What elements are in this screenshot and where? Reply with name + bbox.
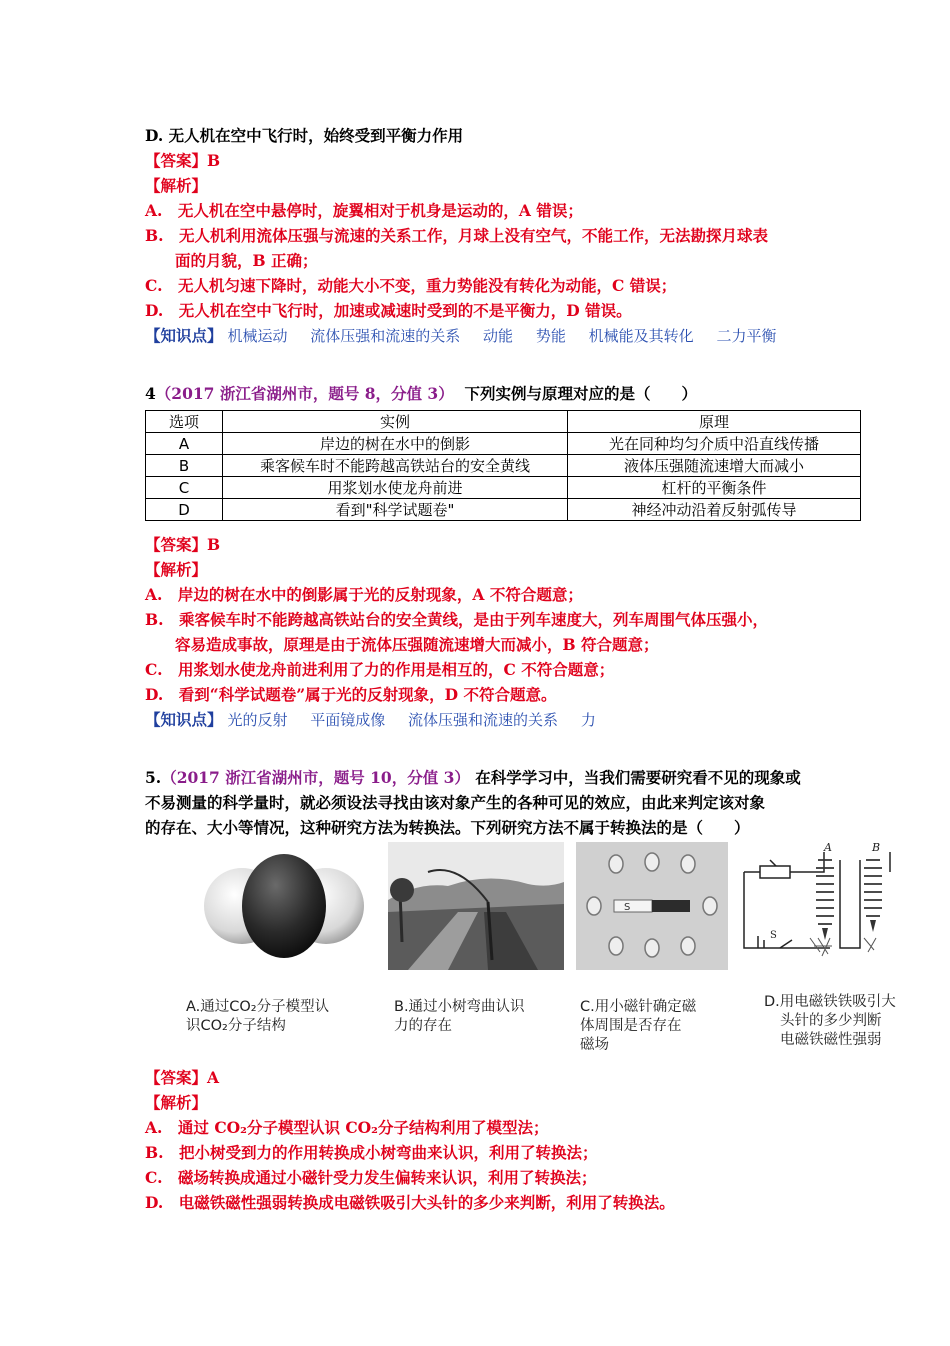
caption-c	[580, 998, 696, 1055]
co2-molecule-image	[200, 842, 368, 970]
caption-line: D.用电磁铁铁吸引大	[764, 994, 896, 1010]
analysis-line: C. 用浆划水使龙舟前进利用了力的作用是相互的，C 不符合题意；	[145, 660, 615, 679]
analysis-line: D. 无人机在空中飞行时，加速或减速时受到的不是平衡力，D 错误。	[145, 301, 632, 320]
kp-item: 动能	[483, 327, 514, 345]
table-header: 实例	[223, 411, 568, 433]
question-source: （2017 浙江省湖州市，题号 8，分值 3）	[155, 384, 454, 403]
kp-item: 力	[580, 711, 596, 729]
bent-tree-photo	[388, 842, 564, 970]
analysis-line: B. 乘客候车时不能跨越高铁站台的安全黄线，是由于列车速度大，列车周围气体压强小，	[145, 610, 769, 629]
caption-line: 头针的多少判断	[780, 1013, 882, 1029]
q3-option-d: D. 无人机在空中飞行时，始终受到平衡力作用	[145, 126, 464, 145]
table-header: 选项	[146, 411, 223, 433]
caption-line: 力的存在	[394, 1018, 452, 1034]
analysis-line: A. 通过 CO₂分子模型认识 CO₂分子结构利用了模型法；	[145, 1118, 549, 1137]
table-row	[146, 455, 861, 477]
analysis-line: D. 电磁铁磁性强弱转换成电磁铁吸引大头针的多少来判断，利用了转换法。	[145, 1193, 675, 1212]
q4-answer	[145, 533, 220, 557]
kp-item: 流体压强和流速的关系	[310, 327, 461, 345]
q5-stem-line-1	[145, 766, 801, 790]
answer-value: A	[207, 1068, 220, 1087]
question-number: 5.	[145, 768, 162, 787]
question-number: 4	[145, 384, 156, 403]
analysis-line: B. 无人机利用流体压强与流速的关系工作，月球上没有空气，不能工作，无法勘探月球表	[145, 226, 769, 245]
kp-item: 二力平衡	[716, 327, 777, 345]
analysis-line: A. 岸边的树在水中的倒影属于光的反射现象，A 不符合题意；	[145, 585, 583, 604]
caption-d	[764, 993, 896, 1050]
nail-a-label: A	[824, 842, 832, 854]
caption-line: A.通过CO₂分子模型认	[186, 999, 330, 1015]
question-text: 下列实例与原理对应的是（ ）	[464, 384, 698, 403]
table-header-row	[146, 411, 861, 433]
table-cell: 光在同种均匀介质中沿直线传播	[568, 433, 861, 455]
kp-tag: 【知识点】	[145, 710, 223, 729]
table-cell: D	[146, 499, 223, 521]
kp-tag: 【知识点】	[145, 326, 223, 345]
kp-item: 机械能及其转化	[588, 327, 694, 345]
table-cell: 乘客候车时不能跨越高铁站台的安全黄线	[223, 455, 568, 477]
analysis-line: 面的月貌，B 正确；	[175, 251, 318, 270]
nail-b-label: B	[872, 842, 881, 854]
analysis-line: C. 磁场转换成通过小磁针受力发生偏转来认识，利用了转换法；	[145, 1168, 597, 1187]
table-cell: A	[146, 433, 223, 455]
electromagnet-circuit-diagram	[740, 842, 892, 970]
analysis-line: B. 把小树受到力的作用转换成小树弯曲来认识，利用了转换法；	[145, 1143, 598, 1162]
analysis-line: D. 看到“科学试题卷”属于光的反射现象，D 不符合题意。	[145, 685, 557, 704]
q5-answer	[145, 1066, 219, 1090]
question-source: （2017 浙江省湖州市，题号 10，分值 3）	[161, 768, 470, 787]
kp-item: 光的反射	[227, 711, 288, 729]
table-row	[146, 477, 861, 499]
answer-tag: 【答案】	[145, 1068, 208, 1087]
answer-tag: 【答案】	[145, 535, 208, 554]
caption-b	[394, 998, 525, 1036]
q3-answer	[145, 149, 220, 173]
q4-stem	[145, 382, 697, 406]
kp-item: 势能	[535, 327, 566, 345]
q5-stem-line-2: 不易测量的科学量时，就必须设法寻找由该对象产生的各种可见的效应，由此来判定该对象	[145, 793, 766, 812]
compass-magnet-photo	[576, 842, 728, 970]
caption-line: 磁场	[580, 1037, 609, 1053]
analysis-line: 容易造成事故，原理是由于流体压强随流速增大而减小，B 符合题意；	[175, 635, 659, 654]
table-cell: 看到"科学试题卷"	[223, 499, 568, 521]
switch-s-label: S	[770, 930, 777, 941]
kp-item: 平面镜成像	[310, 711, 386, 729]
caption-line: 电磁铁磁性强弱	[780, 1032, 882, 1048]
answer-value: B	[207, 151, 221, 170]
analysis-tag: 【解析】	[145, 560, 208, 579]
analysis-tag: 【解析】	[145, 176, 208, 195]
caption-line: 体周围是否存在	[580, 1018, 682, 1034]
table-header: 原理	[568, 411, 861, 433]
table-cell: 岸边的树在水中的倒影	[223, 433, 568, 455]
table-cell: B	[146, 455, 223, 477]
answer-tag: 【答案】	[145, 151, 208, 170]
q4-table	[145, 410, 861, 521]
kp-item: 机械运动	[227, 327, 288, 345]
analysis-line: A. 无人机在空中悬停时，旋翼相对于机身是运动的，A 错误；	[145, 201, 583, 220]
analysis-line: C. 无人机匀速下降时，动能大小不变，重力势能没有转化为动能，C 错误；	[145, 276, 677, 295]
table-row	[146, 433, 861, 455]
magnet-s-label: S	[624, 902, 631, 913]
table-cell: 神经冲动沿着反射弧传导	[568, 499, 861, 521]
table-cell: C	[146, 477, 223, 499]
analysis-tag: 【解析】	[145, 1093, 208, 1112]
question-text: 在科学学习中，当我们需要研究看不见的现象或	[475, 768, 801, 787]
knowledge-points	[145, 708, 614, 732]
table-cell: 杠杆的平衡条件	[568, 477, 861, 499]
answer-value: B	[207, 535, 221, 554]
knowledge-points	[145, 324, 794, 348]
table-cell: 液体压强随流速增大而减小	[568, 455, 861, 477]
caption-line: 识CO₂分子结构	[186, 1018, 286, 1034]
kp-item: 流体压强和流速的关系	[408, 711, 559, 729]
table-row	[146, 499, 861, 521]
caption-a	[186, 998, 329, 1036]
q5-stem-line-3: 的存在、大小等情况，这种研究方法为转换法。下列研究方法不属于转换法的是（ ）	[145, 818, 750, 837]
caption-line: C.用小磁针确定磁	[580, 999, 697, 1015]
table-cell: 用浆划水使龙舟前进	[223, 477, 568, 499]
caption-line: B.通过小树弯曲认识	[394, 999, 525, 1015]
